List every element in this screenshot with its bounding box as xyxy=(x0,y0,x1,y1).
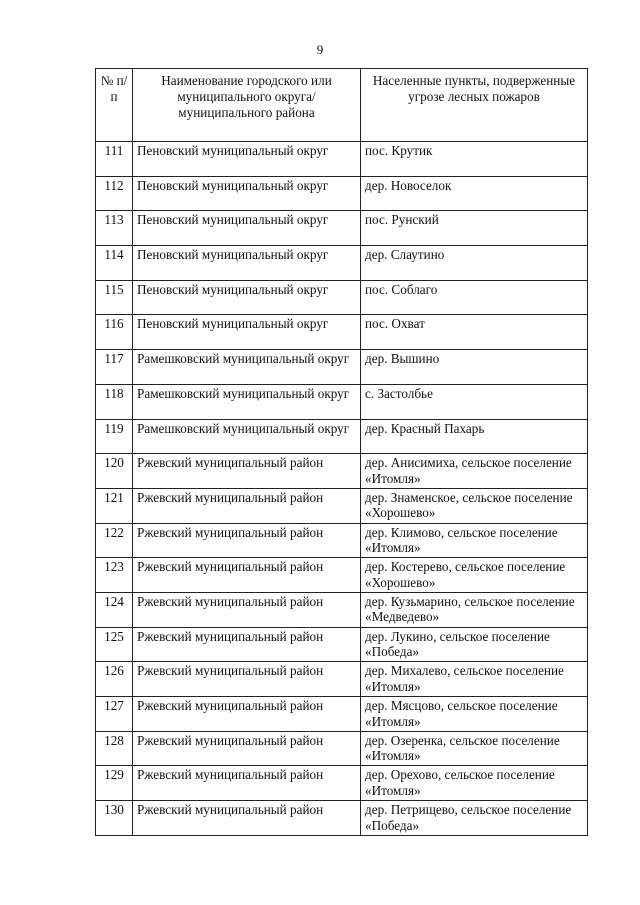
row-district: Пеновский муниципальный округ xyxy=(133,142,361,177)
header-number: № п/п xyxy=(96,69,133,142)
row-district: Рамешковский муниципальный округ xyxy=(133,384,361,419)
table-row xyxy=(96,280,588,315)
row-settlement: дер. Орехово, сельское поселение «Итомля» xyxy=(361,766,588,801)
row-number: 130 xyxy=(96,801,133,836)
row-district: Пеновский муниципальный округ xyxy=(133,211,361,246)
table-row xyxy=(96,454,588,489)
row-settlement: дер. Петрищево, сельское поселение «Победа» xyxy=(361,801,588,836)
row-number: 120 xyxy=(96,454,133,489)
table-row xyxy=(96,384,588,419)
row-settlement: дер. Мясцово, сельское поселение «Итомля» xyxy=(361,697,588,732)
row-number: 114 xyxy=(96,246,133,281)
page-number: 9 xyxy=(316,42,324,57)
row-district: Пеновский муниципальный округ xyxy=(133,176,361,211)
table-row xyxy=(96,662,588,697)
row-settlement: дер. Красный Пахарь xyxy=(361,419,588,454)
row-settlement: пос. Крутик xyxy=(361,142,588,177)
row-district: Ржевский муниципальный район xyxy=(133,488,361,523)
table-row xyxy=(96,488,588,523)
row-settlement: дер. Климово, сельское поселение «Итомля» xyxy=(361,523,588,558)
row-number: 127 xyxy=(96,697,133,732)
table-row xyxy=(96,142,588,177)
table-row xyxy=(96,627,588,662)
row-district: Ржевский муниципальный район xyxy=(133,558,361,593)
header-settlements: Населенные пункты, подверженные угрозе лесных пожаров xyxy=(361,69,588,142)
row-settlement: дер. Знаменское, сельское поселение «Хорошево» xyxy=(361,488,588,523)
row-settlement: дер. Слаутино xyxy=(361,246,588,281)
row-district: Пеновский муниципальный округ xyxy=(133,246,361,281)
table-row xyxy=(96,592,588,627)
row-district: Ржевский муниципальный район xyxy=(133,731,361,766)
table-row xyxy=(96,211,588,246)
row-number: 125 xyxy=(96,627,133,662)
row-settlement: пос. Соблаго xyxy=(361,280,588,315)
row-settlement: дер. Озеренка, сельское поселение «Итомля» xyxy=(361,731,588,766)
row-district: Пеновский муниципальный округ xyxy=(133,315,361,350)
table-row xyxy=(96,801,588,836)
row-district: Ржевский муниципальный район xyxy=(133,801,361,836)
row-number: 129 xyxy=(96,766,133,801)
row-settlement: с. Застолбье xyxy=(361,384,588,419)
row-number: 116 xyxy=(96,315,133,350)
table-row xyxy=(96,523,588,558)
row-settlement: дер. Анисимиха, сельское поселение «Итомля» xyxy=(361,454,588,489)
row-settlement: пос. Рунский xyxy=(361,211,588,246)
row-settlement: дер. Костерево, сельское поселение «Хорошево» xyxy=(361,558,588,593)
row-number: 124 xyxy=(96,592,133,627)
header-district: Наименование городского или муниципального округа/муниципального района xyxy=(133,69,361,142)
row-district: Ржевский муниципальный район xyxy=(133,697,361,732)
settlements-table xyxy=(95,68,588,836)
row-number: 128 xyxy=(96,731,133,766)
row-settlement: дер. Михалево, сельское поселение «Итомля» xyxy=(361,662,588,697)
row-district: Ржевский муниципальный район xyxy=(133,627,361,662)
table-row xyxy=(96,246,588,281)
row-number: 112 xyxy=(96,176,133,211)
row-number: 111 xyxy=(96,142,133,177)
row-settlement: дер. Кузьмарино, сельское поселение «Медведево» xyxy=(361,592,588,627)
table-body xyxy=(96,142,588,836)
row-number: 123 xyxy=(96,558,133,593)
row-number: 118 xyxy=(96,384,133,419)
table-row xyxy=(96,315,588,350)
row-district: Ржевский муниципальный район xyxy=(133,454,361,489)
table-row xyxy=(96,697,588,732)
row-settlement: дер. Лукино, сельское поселение «Победа» xyxy=(361,627,588,662)
table-row xyxy=(96,176,588,211)
row-number: 113 xyxy=(96,211,133,246)
row-settlement: дер. Новоселок xyxy=(361,176,588,211)
row-settlement: пос. Охват xyxy=(361,315,588,350)
row-settlement: дер. Вышино xyxy=(361,350,588,385)
row-district: Ржевский муниципальный район xyxy=(133,766,361,801)
row-district: Ржевский муниципальный район xyxy=(133,523,361,558)
table-row xyxy=(96,558,588,593)
table-header-row xyxy=(96,69,588,142)
table-row xyxy=(96,731,588,766)
row-district: Пеновский муниципальный округ xyxy=(133,280,361,315)
row-number: 122 xyxy=(96,523,133,558)
table-row xyxy=(96,350,588,385)
row-number: 115 xyxy=(96,280,133,315)
row-number: 119 xyxy=(96,419,133,454)
row-district: Рамешковский муниципальный округ xyxy=(133,419,361,454)
row-district: Ржевский муниципальный район xyxy=(133,662,361,697)
row-number: 117 xyxy=(96,350,133,385)
row-number: 126 xyxy=(96,662,133,697)
table-row xyxy=(96,766,588,801)
row-district: Ржевский муниципальный район xyxy=(133,592,361,627)
table-row xyxy=(96,419,588,454)
row-number: 121 xyxy=(96,488,133,523)
row-district: Рамешковский муниципальный округ xyxy=(133,350,361,385)
